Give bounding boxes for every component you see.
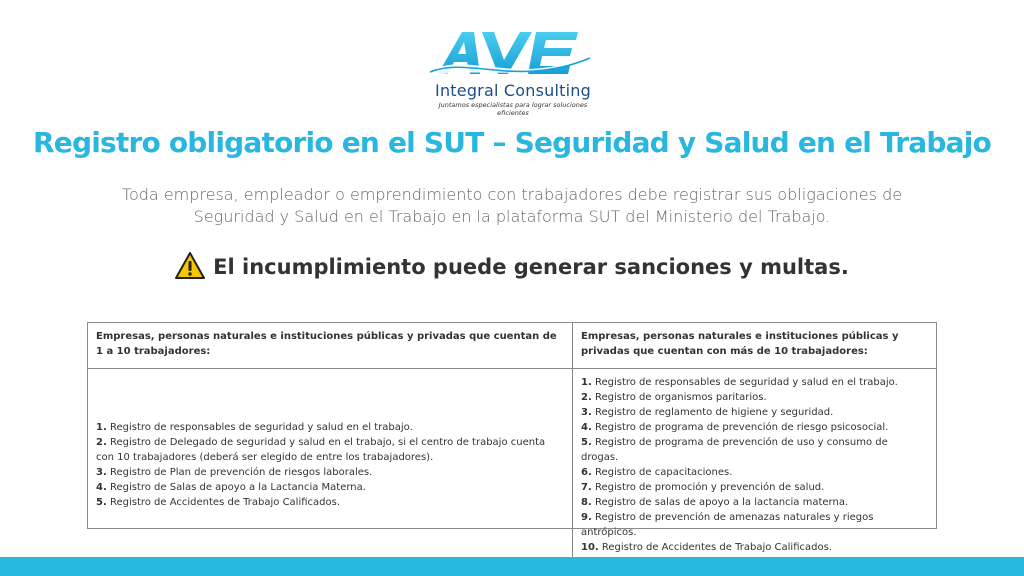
table-cell-small-companies (88, 369, 573, 561)
list-item-text: Registro de Accidentes de Trabajo Calificados. (601, 542, 832, 553)
list-item-text: Registro de salas de apoyo a la lactancia materna. (594, 497, 849, 508)
page-title: Registro obligatorio en el SUT – Seguridad y Salud en el Trabajo (33, 126, 991, 159)
list-item-number: 3. (581, 407, 592, 418)
list-item-number: 2. (96, 437, 107, 448)
list-item-text: Registro de programa de prevención de uso y consumo de drogas. (581, 437, 888, 463)
warning-triangle-icon (175, 252, 205, 279)
list-item-number: 5. (96, 497, 107, 508)
list-item-number: 8. (581, 497, 592, 508)
list-item (96, 495, 564, 510)
list-item (581, 420, 928, 435)
list-item (581, 540, 928, 555)
company-logo (428, 26, 598, 117)
list-item-text: Registro de responsables de seguridad y salud en el trabajo. (109, 422, 413, 433)
list-item-number: 6. (581, 467, 592, 478)
list-item-number: 4. (96, 482, 107, 493)
ave-logo-mark (428, 26, 598, 86)
list-item-text: Registro de reglamento de higiene y seguridad. (594, 407, 834, 418)
page-subtitle (90, 184, 934, 228)
list-item-number: 3. (96, 467, 107, 478)
list-item (96, 480, 564, 495)
list-item-text: Registro de prevención de amenazas naturales y riegos antrópicos. (581, 512, 874, 538)
list-item (96, 420, 564, 435)
list-item (581, 465, 928, 480)
list-item-number: 1. (96, 422, 107, 433)
list-item-text: Registro de capacitaciones. (594, 467, 733, 478)
list-item-text: Registro de promoción y prevención de salud. (594, 482, 825, 493)
list-item (581, 480, 928, 495)
list-item (581, 405, 928, 420)
list-item-number: 10. (581, 542, 599, 553)
list-item-number: 4. (581, 422, 592, 433)
subtitle-line-2: Seguridad y Salud en el Trabajo en la plataforma SUT del Ministerio del Trabajo. (193, 207, 831, 226)
list-item (581, 390, 928, 405)
list-item-number: 9. (581, 512, 592, 523)
table-cell-large-companies (573, 369, 936, 561)
list-item-number: 1. (581, 377, 592, 388)
list-item-number: 7. (581, 482, 592, 493)
list-item-number: 2. (581, 392, 592, 403)
list-item-text: Registro de Salas de apoyo a la Lactancia Materna. (109, 482, 366, 493)
list-item-text: Registro de Delegado de seguridad y salud en el trabajo, si el centro de trabajo cuenta con 10 trabajadores (deberá ser elegido de entre los trabajadores). (96, 437, 546, 463)
list-item-text: Registro de responsables de seguridad y salud en el trabajo. (594, 377, 898, 388)
registration-table (87, 322, 937, 553)
footer-accent-bar (0, 557, 1024, 576)
list-item (581, 375, 928, 390)
list-item (581, 435, 928, 465)
warning-text: El incumplimiento puede generar sanciones y multas. (213, 255, 849, 279)
list-item-number: 5. (581, 437, 592, 448)
list-item-text: Registro de Accidentes de Trabajo Calificados. (109, 497, 341, 508)
logo-company-name: Integral Consulting (435, 81, 591, 100)
logo-tagline: Juntamos especialistas para lograr soluciones eficientes (438, 101, 588, 117)
list-item-text: Registro de organismos paritarios. (594, 392, 767, 403)
list-item (96, 465, 564, 480)
table-header-small-companies: Empresas, personas naturales e instituciones públicas y privadas que cuentan de 1 a 10 trabajadores: (88, 323, 573, 369)
warning-notice (0, 252, 1024, 279)
list-item (581, 495, 928, 510)
subtitle-line-1: Toda empresa, empleador o emprendimiento con trabajadores debe registrar sus obligaciones de (121, 185, 903, 204)
list-item-text: Registro de programa de prevención de riesgo psicosocial. (594, 422, 889, 433)
table-header-large-companies: Empresas, personas naturales e instituciones públicas y privadas que cuentan con más de 10 trabajadores: (573, 323, 936, 369)
list-item (581, 510, 928, 540)
list-item-text: Registro de Plan de prevención de riesgos laborales. (109, 467, 373, 478)
list-item (96, 435, 564, 465)
